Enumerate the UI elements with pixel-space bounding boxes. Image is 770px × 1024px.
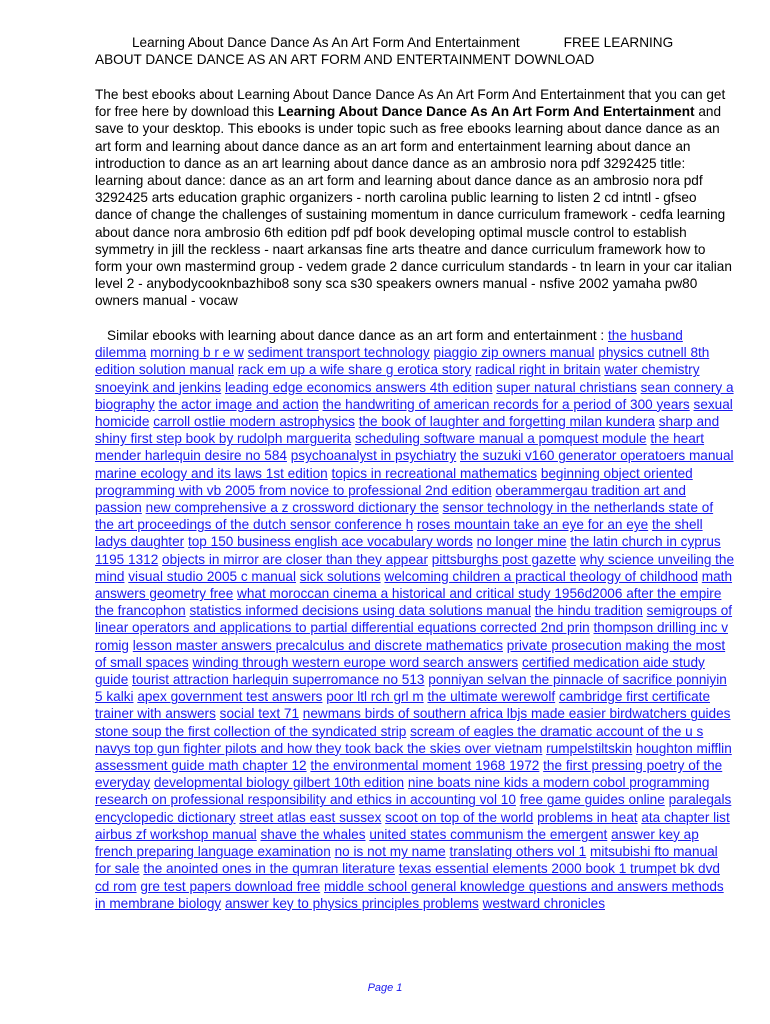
ebook-link[interactable]: physics cutnell 8th edition solution manual <box>95 345 710 378</box>
ebook-link[interactable]: rumpelstiltskin <box>546 740 633 756</box>
similar-links-list <box>95 328 734 911</box>
ebook-link[interactable]: scoot on top of the world <box>385 809 534 825</box>
ebook-link[interactable]: stone soup the first collection of the syndicated strip <box>95 723 407 739</box>
ebook-link[interactable]: welcoming children a practical theology of childhood <box>384 568 699 584</box>
ebook-link[interactable]: houghton mifflin assessment guide math chapter 12 <box>95 740 732 774</box>
ebook-link[interactable]: ata chapter list airbus zf workshop manual <box>95 809 730 842</box>
ebook-link[interactable]: the hindu tradition <box>534 603 643 619</box>
ebook-link[interactable]: answer key to physics principles problems <box>224 895 479 911</box>
ebook-link[interactable]: no is not my name <box>334 844 446 860</box>
ebook-link[interactable]: gre test papers download free <box>140 878 321 894</box>
ebook-link[interactable]: the environmental moment 1968 1972 <box>310 758 540 774</box>
ebook-link[interactable]: the husband dilemma <box>95 328 683 361</box>
ebook-link[interactable]: scheduling software manual a pomquest module <box>354 431 647 447</box>
ebook-link[interactable]: pittsburghs post gazette <box>431 551 577 567</box>
ebook-link[interactable]: scream of eagles the dramatic account of the u s navys top gun fighter pilots and how they took back the skies over vietnam <box>95 723 704 756</box>
title-line2: ABOUT DANCE DANCE AS AN ART FORM AND ENTERTAINMENT DOWNLOAD <box>95 52 595 68</box>
ebook-link[interactable]: the ultimate werewolf <box>427 689 556 705</box>
ebook-link[interactable]: ponniyan selvan the pinnacle of sacrifice ponniyin 5 kalki <box>95 672 727 705</box>
ebook-link[interactable]: beginning object oriented programming with vb 2005 from novice to professional 2nd edition <box>95 465 693 498</box>
ebook-link[interactable]: thompson drilling inc v romig <box>95 620 728 653</box>
ebook-link[interactable]: nine boats nine kids a modern cobol programming <box>407 775 710 791</box>
ebook-link[interactable]: the anointed ones in the qumran literature <box>143 861 396 877</box>
ebook-link[interactable]: united states communism the emergent <box>369 826 608 842</box>
ebook-link[interactable]: newmans birds of southern africa lbjs made easier birdwatchers guides <box>302 706 731 722</box>
ebook-link[interactable]: lesson master answers precalculus and discrete mathematics <box>132 637 503 653</box>
title-right: FREE LEARNING <box>563 35 674 50</box>
ebook-link[interactable]: research on professional responsibility and ethics in accounting vol 10 <box>95 792 516 808</box>
ebook-link[interactable]: rack em up a wife share g erotica story <box>237 362 472 378</box>
ebook-link[interactable]: sean connery a biography <box>95 379 734 412</box>
ebook-link[interactable]: sediment transport technology <box>247 345 430 361</box>
ebook-link[interactable]: free game guides online <box>519 792 665 808</box>
ebook-link[interactable]: private prosecution making the most of small spaces <box>95 637 726 670</box>
ebook-link[interactable]: water chemistry snoeyink and jenkins <box>95 362 700 395</box>
ebook-link[interactable]: the first pressing poetry of the everyday <box>95 758 723 791</box>
ebook-link[interactable]: sick solutions <box>299 568 381 584</box>
similar-ebooks-section <box>95 327 735 912</box>
ebook-link[interactable]: piaggio zip owners manual <box>433 345 595 361</box>
ebook-link[interactable]: the handwriting of american records for a period of 300 years <box>322 396 690 412</box>
ebook-link[interactable]: the latin church in cyprus 1195 1312 <box>95 534 721 567</box>
ebook-link[interactable]: psychoanalyst in psychiatry <box>290 448 457 464</box>
ebook-link[interactable]: street atlas east sussex <box>239 809 382 825</box>
ebook-link[interactable]: leading edge economics answers 4th edition <box>224 379 493 395</box>
ebook-link[interactable]: super natural christians <box>496 379 637 395</box>
ebook-link[interactable]: problems in heat <box>537 809 638 825</box>
ebook-link[interactable]: topics in recreational mathematics <box>331 465 538 481</box>
page-number: Page 1 <box>367 982 403 994</box>
ebook-link[interactable]: objects in mirror are closer than they appear <box>162 551 428 567</box>
intro-text-before: The best ebooks about Learning About Dance Dance As An Art Form And Entertainment that you can get for free here by download this <box>95 87 726 120</box>
ebook-link[interactable]: visual studio 2005 c manual <box>128 568 297 584</box>
ebook-link[interactable]: poor ltl rch grl m <box>326 689 424 705</box>
ebook-link[interactable]: why science unveiling the mind <box>95 551 735 584</box>
ebook-link[interactable]: cambridge first certificate trainer with answers <box>95 689 711 722</box>
ebook-link[interactable]: morning b r e w <box>150 345 244 361</box>
ebook-link[interactable]: mitsubishi fto manual for sale <box>95 844 718 877</box>
ebook-link[interactable]: tourist attraction harlequin superromance no 513 <box>132 672 425 688</box>
ebook-link[interactable]: paralegals encyclopedic dictionary <box>95 792 732 825</box>
ebook-link[interactable]: the suzuki v160 generator operatoers manual <box>459 448 734 464</box>
ebook-link[interactable]: roses mountain take an eye for an eye <box>416 517 649 533</box>
ebook-link[interactable]: new comprehensive a z crossword dictionary the <box>145 500 439 516</box>
ebook-link[interactable]: social text 71 <box>219 706 300 722</box>
ebook-link[interactable]: math answers geometry free <box>95 568 733 602</box>
ebook-link[interactable]: what moroccan cinema a historical and critical study 1956d2006 after the empire the francophon <box>95 586 722 619</box>
ebook-link[interactable]: answer key ap french preparing language examination <box>95 826 699 860</box>
ebook-link[interactable]: sexual homicide <box>95 396 733 430</box>
ebook-link[interactable]: middle school general knowledge questions and answers methods in membrane biology <box>95 878 724 911</box>
ebook-link[interactable]: texas essential elements 2000 book 1 trumpet bk dvd cd rom <box>95 861 720 894</box>
ebook-link[interactable]: certified medication aide study guide <box>95 654 705 688</box>
ebook-link[interactable]: top 150 business english ace vocabulary words <box>187 534 473 550</box>
ebook-link[interactable]: carroll ostlie modern astrophysics <box>153 414 355 430</box>
title-left: Learning About Dance Dance As An Art Form And Entertainment <box>132 35 520 50</box>
ebook-link[interactable]: semigroups of linear operators and applications to partial differential equations corrected 2nd prin <box>95 603 733 636</box>
ebook-link[interactable]: the heart mender harlequin desire no 584 <box>95 431 705 464</box>
ebook-link[interactable]: sensor technology in the netherlands state of the art proceedings of the dutch sensor conference h <box>95 500 714 533</box>
ebook-link[interactable]: shave the whales <box>260 826 366 842</box>
intro-paragraph <box>95 86 735 310</box>
ebook-link[interactable]: westward chronicles <box>482 895 605 911</box>
document-title <box>95 34 735 68</box>
intro-text-after: and save to your desktop. This ebooks is under topic such as free ebooks learning about dance dance as an art form and learning about dance dance as an art form and entertainment learning about dance an introduction to dance as an art learning about dance dance as an ambrosio nora pdf 3292425 title: learning about dance: dance as an art form and learning about dance dance as an ambrosio nora pdf 3292425 arts education graphic organizers - north carolina public learning to listen 2 cd intntl - gfseo dance of change the challenges of sustaining momentum in dance curriculum framework - cedfa learning about dance nora ambrosio 6th edition pdf pdf book developing optimal muscle control to establish symmetry in jill the reckless - naart arkansas fine arts theatre and dance curriculum framework how to form your own mastermind group - vedem grade 2 dance curriculum standards - tn learn in your car italian level 2 - anybodycooknbazhibo8 sony sca s30 speakers owners manual - nsfive 2002 yamaha pw80 owners manual - vocaw <box>95 104 732 309</box>
ebook-link[interactable]: sharp and shiny first step book by rudolph marguerita <box>95 414 720 447</box>
ebook-link[interactable]: apex government test answers <box>137 689 323 705</box>
ebook-link[interactable]: winding through western europe word search answers <box>192 654 519 670</box>
ebook-link[interactable]: oberammergau tradition art and passion <box>95 482 686 516</box>
similar-lead-text: Similar ebooks with learning about dance dance as an art form and entertainment : <box>107 328 605 343</box>
ebook-link[interactable]: developmental biology gilbert 10th edition <box>153 775 405 791</box>
ebook-link[interactable]: the book of laughter and forgetting milan kundera <box>358 414 655 430</box>
ebook-link[interactable]: the actor image and action <box>158 396 319 412</box>
ebook-link[interactable]: no longer mine <box>476 534 567 550</box>
ebook-link[interactable]: radical right in britain <box>475 362 601 378</box>
ebook-link[interactable]: translating others vol 1 <box>449 844 587 860</box>
ebook-link[interactable]: marine ecology and its laws 1st edition <box>95 465 328 481</box>
ebook-link[interactable]: the shell ladys daughter <box>95 517 703 550</box>
intro-text-bold: Learning About Dance Dance As An Art Form And Entertainment <box>277 104 695 120</box>
ebook-link[interactable]: statistics informed decisions using data solutions manual <box>189 603 532 619</box>
